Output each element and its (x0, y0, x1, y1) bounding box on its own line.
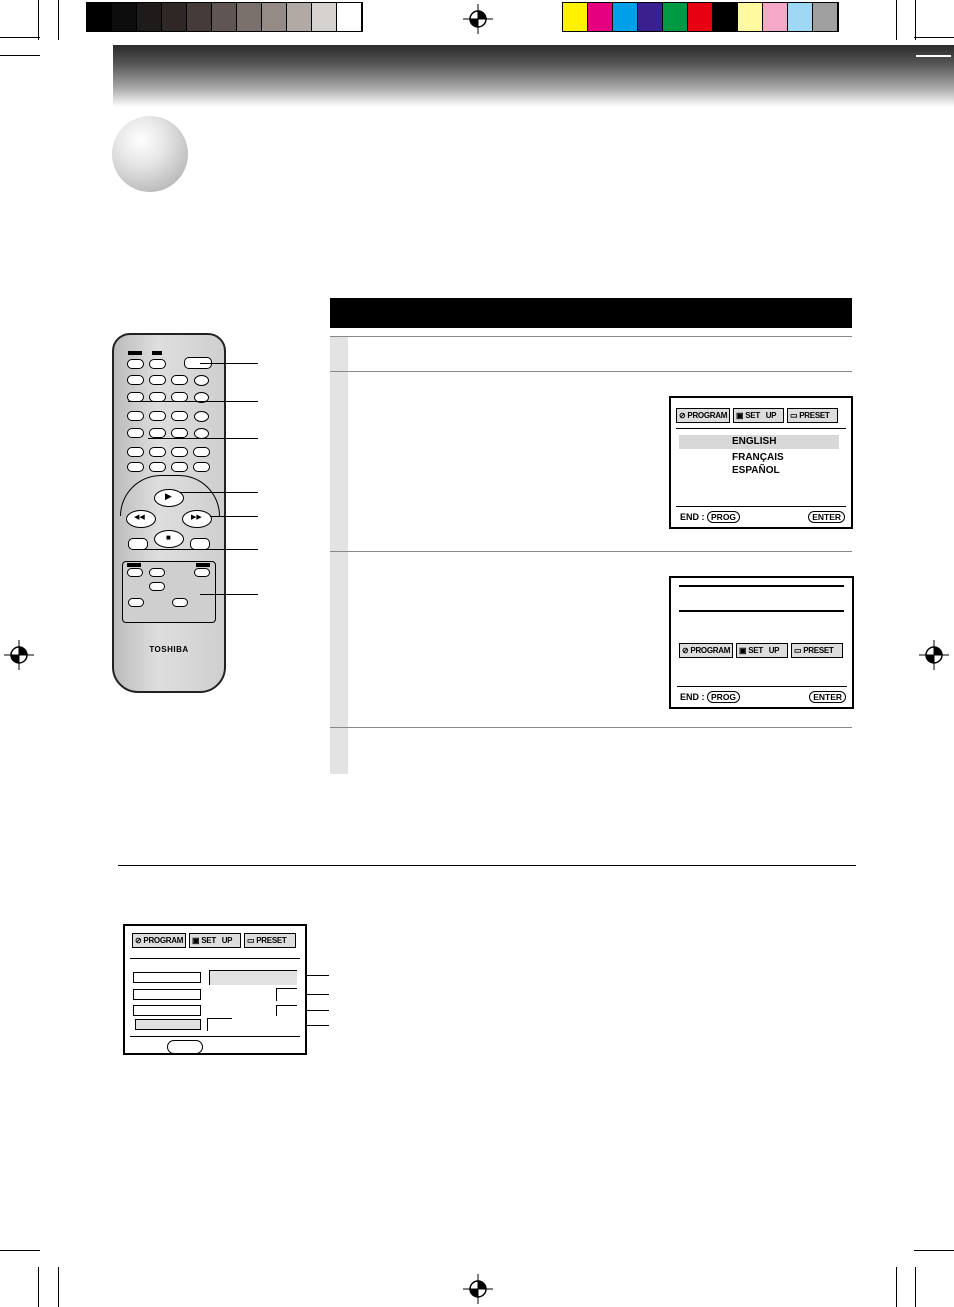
tv-icon: ▭ (794, 646, 802, 655)
color-swatch (187, 3, 212, 31)
color-swatch (638, 3, 663, 31)
enter-key: ENTER (809, 691, 846, 703)
callout-line (128, 401, 258, 402)
number-button[interactable] (127, 411, 144, 421)
osd-enter-hint (809, 691, 846, 703)
color-swatch (162, 3, 187, 31)
step-divider (330, 551, 852, 552)
color-swatch (337, 3, 362, 31)
language-option-francais[interactable]: FRANÇAIS (732, 452, 784, 463)
number-button[interactable] (193, 462, 210, 472)
registration-mark-icon (919, 640, 949, 670)
tab-preset: ▭ PRESET (787, 408, 838, 423)
color-swatch (87, 3, 112, 31)
number-button[interactable] (171, 428, 188, 438)
osd-tab-row (132, 933, 296, 948)
section-ball-icon (112, 116, 188, 192)
callout-line (307, 975, 329, 976)
clock-icon: ⊘ (682, 646, 689, 655)
stop-button[interactable]: ■ (154, 530, 184, 548)
number-button[interactable] (193, 447, 210, 457)
bracket-mark (276, 1005, 297, 1016)
clock-icon: ⊘ (135, 936, 142, 945)
registration-mark-icon (4, 640, 34, 670)
callout-line (210, 516, 258, 517)
menu-field (135, 1019, 201, 1030)
tv-icon: ▭ (247, 936, 255, 945)
grayscale-color-bar (86, 2, 363, 32)
process-color-bar (562, 2, 839, 32)
header-band (113, 45, 954, 107)
remote-button[interactable] (194, 568, 210, 577)
osd-line (679, 585, 844, 587)
callout-line (148, 438, 258, 439)
crop-mark (0, 55, 40, 56)
number-button[interactable] (149, 411, 166, 421)
rewind-button[interactable]: ◀◀ (126, 510, 156, 528)
crop-mark (896, 0, 897, 40)
crop-mark (915, 1267, 916, 1307)
crop-mark (38, 1267, 39, 1307)
menu-field (133, 972, 201, 983)
number-button[interactable] (127, 428, 144, 438)
osd-separator (676, 506, 846, 507)
osd-language-menu (669, 396, 853, 529)
number-button[interactable] (149, 447, 166, 457)
prog-key: PROG (707, 691, 740, 703)
number-button[interactable] (149, 428, 166, 438)
crop-mark (58, 1267, 59, 1307)
number-button[interactable] (127, 447, 144, 457)
step-number-column (330, 336, 348, 774)
osd-diagram (123, 924, 307, 1055)
tv-icon: ▭ (790, 411, 798, 420)
color-swatch (112, 3, 137, 31)
color-swatch (613, 3, 638, 31)
osd-enter-hint (808, 511, 845, 523)
crop-mark (38, 0, 39, 40)
crop-mark (915, 0, 916, 40)
color-swatch (788, 3, 813, 31)
color-swatch (212, 3, 237, 31)
color-swatch (237, 3, 262, 31)
number-button[interactable] (149, 462, 166, 472)
crop-mark (58, 0, 59, 40)
number-button[interactable] (127, 375, 144, 385)
remote-button[interactable] (127, 568, 143, 577)
color-swatch (563, 3, 588, 31)
tab-preset: ▭ PRESET (791, 643, 843, 658)
field-highlight (209, 970, 297, 985)
remote-button[interactable] (149, 582, 165, 591)
osd-separator (676, 428, 846, 429)
callout-line (140, 549, 258, 550)
color-swatch (738, 3, 763, 31)
color-swatch (137, 3, 162, 31)
remote-button[interactable] (128, 598, 144, 607)
color-swatch (588, 3, 613, 31)
bracket-mark (207, 1018, 232, 1031)
remote-brand-logo: TOSHIBA (149, 645, 189, 654)
prog-key-outline (167, 1040, 203, 1054)
callout-line (180, 492, 258, 493)
remote-button[interactable] (172, 598, 188, 607)
fast-forward-button[interactable]: ▶▶ (182, 510, 212, 528)
color-swatch (813, 3, 838, 31)
osd-tab-row (676, 408, 838, 423)
callout-line (200, 363, 258, 364)
color-swatch (688, 3, 713, 31)
color-swatch (663, 3, 688, 31)
osd-end-hint: END : PROG (680, 511, 740, 523)
crop-mark (896, 1267, 897, 1307)
number-button[interactable] (149, 375, 166, 385)
color-swatch (262, 3, 287, 31)
color-swatch (287, 3, 312, 31)
osd-end-hint: END : PROG (680, 691, 740, 703)
enter-key: ENTER (808, 511, 845, 523)
osd-separator (130, 1036, 300, 1037)
tab-setup: ▣ SET UP (736, 643, 788, 658)
tab-setup: ▣ SET UP (733, 408, 784, 423)
crop-mark (914, 37, 954, 38)
vcr-icon: ▣ (192, 936, 200, 945)
number-button[interactable] (171, 375, 188, 385)
steps-header-bar (330, 298, 852, 328)
crop-mark (914, 1250, 954, 1251)
number-button[interactable] (171, 411, 188, 421)
vcr-icon: ▣ (736, 411, 744, 420)
tab-preset: ▭ PRESET (244, 933, 296, 948)
remote-button[interactable] (149, 568, 165, 577)
color-swatch (713, 3, 738, 31)
callout-line (307, 1025, 329, 1026)
step-divider (330, 371, 852, 372)
tab-program: ⊘ PROGRAM (676, 408, 730, 423)
registration-mark-icon (463, 1274, 493, 1304)
callout-line (307, 994, 329, 995)
bracket-mark (276, 988, 297, 1001)
osd-main-menu (669, 576, 854, 709)
number-button[interactable] (171, 447, 188, 457)
channel-arrow-button[interactable] (194, 411, 209, 422)
number-button[interactable] (171, 462, 188, 472)
registration-mark-icon (463, 4, 493, 34)
number-button[interactable] (127, 462, 144, 472)
vcr-icon: ▣ (739, 646, 747, 655)
color-swatch (763, 3, 788, 31)
remote-button[interactable] (149, 359, 166, 369)
remote-button[interactable] (127, 359, 144, 369)
language-option-english[interactable]: ENGLISH (732, 436, 777, 447)
section-divider (118, 865, 856, 866)
remote-label-bar (128, 351, 142, 355)
clock-icon: ⊘ (679, 411, 686, 420)
osd-separator (677, 686, 847, 687)
remote-control (112, 333, 226, 693)
crop-mark (0, 37, 40, 38)
tab-program: ⊘ PROGRAM (679, 643, 733, 658)
osd-separator (130, 958, 300, 959)
osd-line (679, 610, 844, 612)
tab-setup: ▣ SET UP (189, 933, 241, 948)
step-divider (330, 336, 852, 337)
color-swatch (312, 3, 337, 31)
remote-label-bar (196, 563, 210, 567)
header-band-tab (916, 55, 951, 57)
channel-arrow-button[interactable] (194, 375, 209, 386)
callout-line (307, 1010, 329, 1011)
play-button[interactable]: ▶ (154, 489, 184, 507)
menu-field (133, 989, 201, 1000)
crop-mark (0, 1250, 40, 1251)
menu-field (133, 1005, 201, 1016)
tab-program: ⊘ PROGRAM (132, 933, 186, 948)
remote-label-bar (127, 563, 141, 567)
step-divider (330, 727, 852, 728)
callout-line (200, 594, 258, 595)
osd-tab-row (679, 643, 843, 658)
remote-label-bar (152, 351, 162, 355)
prog-key: PROG (707, 511, 740, 523)
language-option-espanol[interactable]: ESPAÑOL (732, 465, 780, 476)
